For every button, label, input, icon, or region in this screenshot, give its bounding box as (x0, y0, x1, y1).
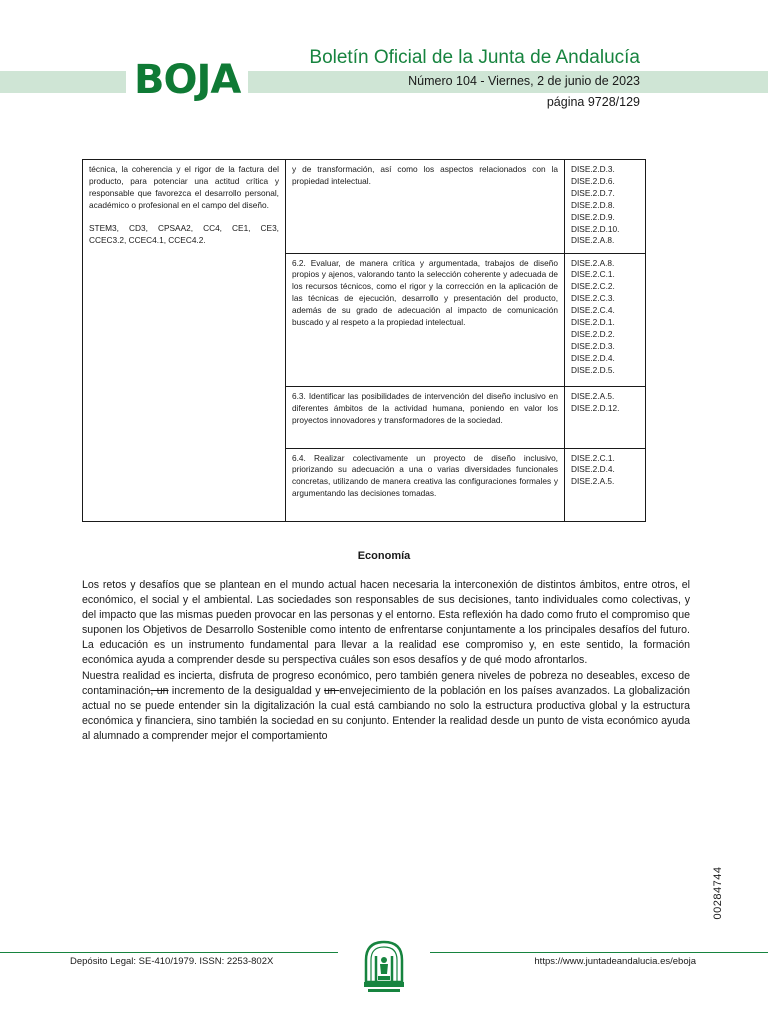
footer-url[interactable]: https://www.juntadeandalucia.es/eboja (534, 956, 696, 967)
criterion-cell: y de transformación, así como los aspectos relacionados con la propiedad intelectual. (286, 160, 565, 254)
code-item: DISE.2.C.2. (571, 281, 615, 292)
competence-codes: STEM3, CD3, CPSAA2, CC4, CE1, CE3, CCEC3.2, CCEC4.1, CCEC4.2. (89, 222, 279, 245)
andalucia-emblem-icon (362, 938, 406, 996)
text-run: Nuestra realidad es incierta, disfruta de progreso económico, pero también genera niveles de pobreza no deseables, exceso de contaminación (82, 669, 690, 697)
section-title: Economía (357, 550, 411, 562)
issue-line: Número 104 - Viernes, 2 de junio de 2023 (408, 74, 640, 88)
paragraph (82, 669, 690, 744)
publication-title: Boletín Oficial de la Junta de Andalucía (309, 47, 640, 68)
code-item: DISE.2.C.3. (571, 293, 615, 304)
code-item: DISE.2.D.12. (571, 403, 620, 414)
code-item: DISE.2.D.4. (571, 464, 615, 475)
competence-cell (83, 160, 286, 522)
codes-cell (565, 253, 646, 387)
code-item: DISE.2.D.7. (571, 187, 615, 198)
criterion-cell: 6.4. Realizar colectivamente un proyecto de diseño inclusivo, priorizando su adecuación a una o varias diversidades funcionales concretas, utilizando de manera creativa las configuraciones formales y argumentando las decisiones tomadas. (286, 448, 565, 521)
criteria-table (82, 159, 646, 522)
code-item: DISE.2.D.2. (571, 328, 615, 339)
footer-rule-left (0, 952, 338, 953)
code-item: DISE.2.C.1. (571, 269, 615, 280)
code-item: DISE.2.A.5. (571, 391, 615, 402)
code-item: DISE.2.D.10. (571, 223, 620, 234)
code-item: DISE.2.D.6. (571, 175, 615, 186)
deleted-text: , un (150, 684, 169, 697)
codes-cell (565, 160, 646, 254)
body-text (82, 578, 690, 744)
criterion-cell: 6.3. Identificar las posibilidades de intervención del diseño inclusivo en diferentes ámbitos de la actividad humana, poniendo en valor los proyectos innovadores y transformadores de la sociedad. (286, 387, 565, 448)
code-item: DISE.2.A.5. (571, 476, 615, 487)
codes-cell (565, 448, 646, 521)
competence-text: técnica, la coherencia y el rigor de la factura del producto, para potenciar una actitud crítica y responsable que favorezca el desarrollo personal, académico o profesional en el campo del diseño. (89, 164, 279, 210)
paragraph: Los retos y desafíos que se plantean en el mundo actual hacen necesaria la interconexión de distintos ámbitos, entre otros, el económico, el social y el ambiental. Las sociedades son responsables de sus decisiones, tanto individuales como colectivas, y del impacto que las mismas pueden provocar en las personas y el entorno. Esta reflexión ha dado como fruto el compromiso que suponen los Objetivos de Desarrollo Sostenible como intento de enfrentarse conjuntamente a los principales desafíos del futuro. La educación es un instrumento fundamental para llevar a la realidad ese compromiso y, en este sentido, la formación económica ayuda a comprender desde su perspectiva cuáles son esos desafíos y de qué modo afrontarlos. (82, 579, 690, 667)
text-run: envejecimiento de la población en los países avanzados. La globalización actual no se puede entender sin la digitalización la cual está cambiando no solo la estructura productiva global y la estructura económica y financiera, sino también la sociedad en su conjunto. Entender la realidad desde un punto de vista económico ayuda al alumnado a comprender mejor el comportamiento (82, 684, 691, 742)
page-number: página 9728/129 (546, 95, 640, 109)
code-item: DISE.2.A.8. (571, 257, 615, 268)
code-item: DISE.2.D.3. (571, 164, 615, 174)
legal-deposit: Depósito Legal: SE-410/1979. ISSN: 2253-802X (70, 956, 274, 967)
code-item: DISE.2.C.1. (571, 452, 615, 463)
code-item: DISE.2.A.8. (571, 235, 615, 246)
table-row (83, 160, 646, 254)
footer-rule-right (430, 952, 768, 953)
deleted-text: un (324, 684, 340, 697)
document-number: 00284744 (712, 866, 724, 920)
code-item: DISE.2.D.4. (571, 352, 615, 363)
criterion-cell: 6.2. Evaluar, de manera crítica y argumentada, trabajos de diseño propios y ajenos, valorando tanto la selección coherente y adecuada de los recursos técnicos, como el rigor y la corrección en la aplicación de las técnicas de ejecución, desarrollo y presentación del producto, además de su grado de adecuación al impacto de comunicación buscado y al respeto a la propiedad intelectual. (286, 253, 565, 387)
text-run: incremento de la desigualdad y (168, 684, 324, 697)
code-item: DISE.2.D.9. (571, 211, 615, 222)
boja-logo: BOJA (126, 58, 248, 102)
codes-cell (565, 387, 646, 448)
code-item: DISE.2.D.8. (571, 199, 615, 210)
code-item: DISE.2.D.5. (571, 364, 615, 375)
code-item: DISE.2.D.1. (571, 317, 615, 328)
header-band (0, 71, 768, 93)
code-item: DISE.2.C.4. (571, 305, 615, 316)
code-item: DISE.2.D.3. (571, 340, 615, 351)
